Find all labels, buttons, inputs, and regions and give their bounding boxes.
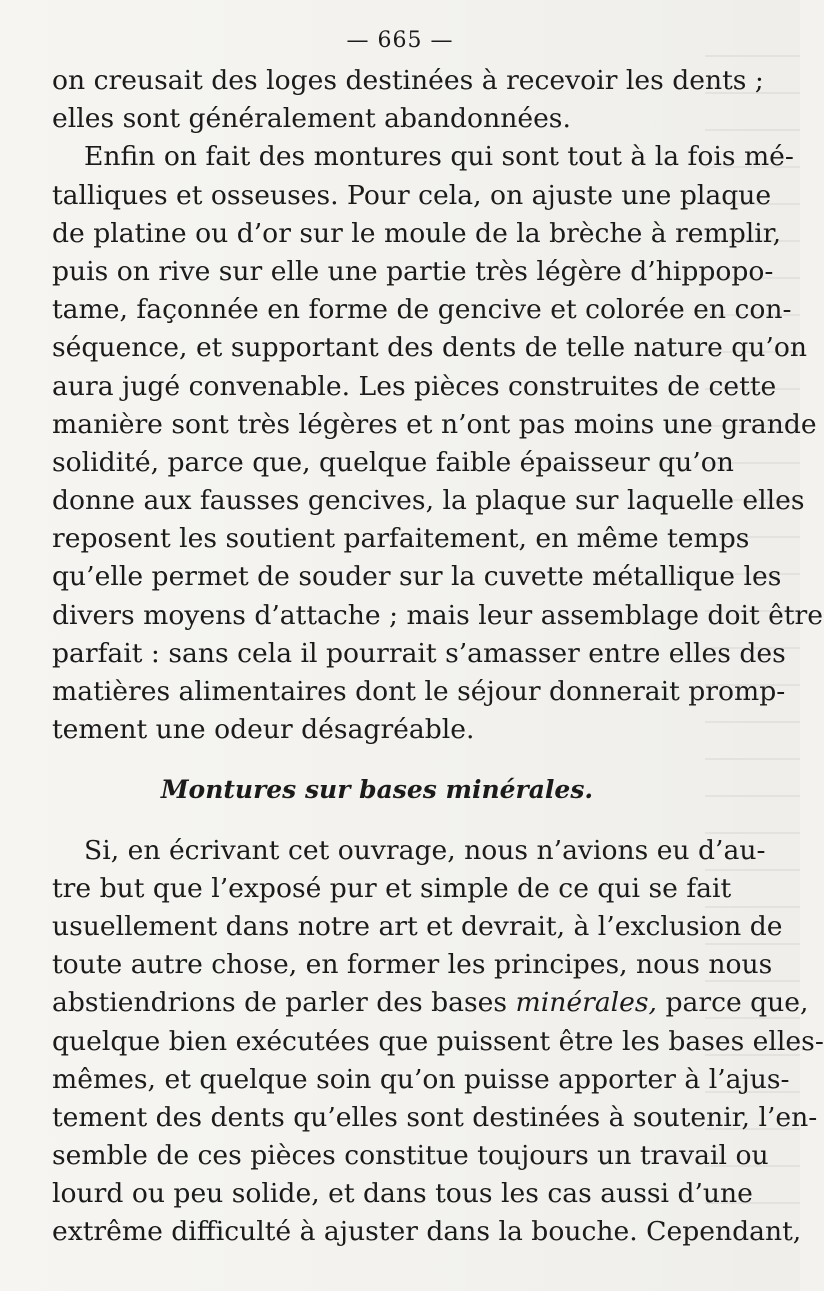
paragraph-2 — [52, 138, 823, 749]
text-line: mêmes, et quelque soin qu’on puisse apporter à l’ajus- — [52, 1063, 790, 1095]
body-text — [52, 62, 824, 1252]
text-line: elles sont généralement abandonnées. — [52, 103, 571, 135]
text-line: qu’elle permet de souder sur la cuvette métallique les — [52, 561, 782, 593]
emphasized-word: minérales, — [515, 987, 658, 1019]
text-line: matières alimentaires dont le séjour donnerait promp- — [52, 676, 786, 707]
text-line: tame, façonnée en forme de gencive et colorée en con- — [52, 294, 792, 326]
text-line: abstiendrions de parler des bases minérales, parce que, — [52, 987, 809, 1019]
text-line: toute autre chose, en former les principes, nous nous — [52, 949, 773, 981]
text-line: Si, en écrivant cet ouvrage, nous n’avions eu d’au- — [84, 834, 766, 866]
paragraph-3 — [52, 832, 824, 1252]
text-line: puis on rive sur elle une partie très légère d’hippopo- — [52, 255, 774, 287]
text-line: aura jugé convenable. Les pièces construites de cette — [52, 370, 777, 402]
text-line: parfait : sans cela il pourrait s’amasser entre elles des — [52, 637, 786, 669]
text-line: Enfin on fait des montures qui sont tout à la fois mé- — [84, 141, 794, 173]
text-line: tre but que l’exposé pur et simple de ce qui se fait — [52, 872, 732, 904]
text-line: tement des dents qu’elles sont destinées à soutenir, l’en- — [52, 1101, 818, 1133]
text-line: manière sont très légères et n’ont pas moins une grande — [52, 408, 817, 440]
text-line: divers moyens d’attache ; mais leur assemblage doit être — [52, 599, 823, 631]
section-heading: Montures sur bases minérales. — [160, 775, 594, 805]
paragraph-1 — [52, 62, 764, 138]
text-line: tement une odeur désagréable. — [52, 714, 475, 746]
text-line: donne aux fausses gencives, la plaque sur laquelle elles — [52, 485, 805, 517]
text-line: séquence, et supportant des dents de telle nature qu’on — [52, 332, 808, 364]
page-number: — 665 — — [346, 28, 454, 53]
text-line: solidité, parce que, quelque faible épaisseur qu’on — [52, 446, 734, 478]
text-line: talliques et osseuses. Pour cela, on ajuste une plaque — [52, 179, 772, 211]
text-line: quelque bien exécutées que puissent être les bases elles- — [52, 1025, 824, 1057]
text-line: semble de ces pièces constitue toujours un travail ou — [52, 1140, 769, 1172]
text-line: reposent les soutient parfaitement, en même temps — [52, 523, 750, 555]
text-line: de platine ou d’or sur le moule de la brèche à remplir, — [52, 217, 782, 249]
text-line: lourd ou peu solide, et dans tous les cas aussi d’une — [52, 1178, 753, 1210]
text-line: on creusait des loges destinées à recevoir les dents ; — [52, 65, 764, 96]
text-line: extrême difficulté à ajuster dans la bouche. Cependant, — [52, 1216, 802, 1248]
text-line: usuellement dans notre art et devrait, à l’exclusion de — [52, 910, 783, 942]
